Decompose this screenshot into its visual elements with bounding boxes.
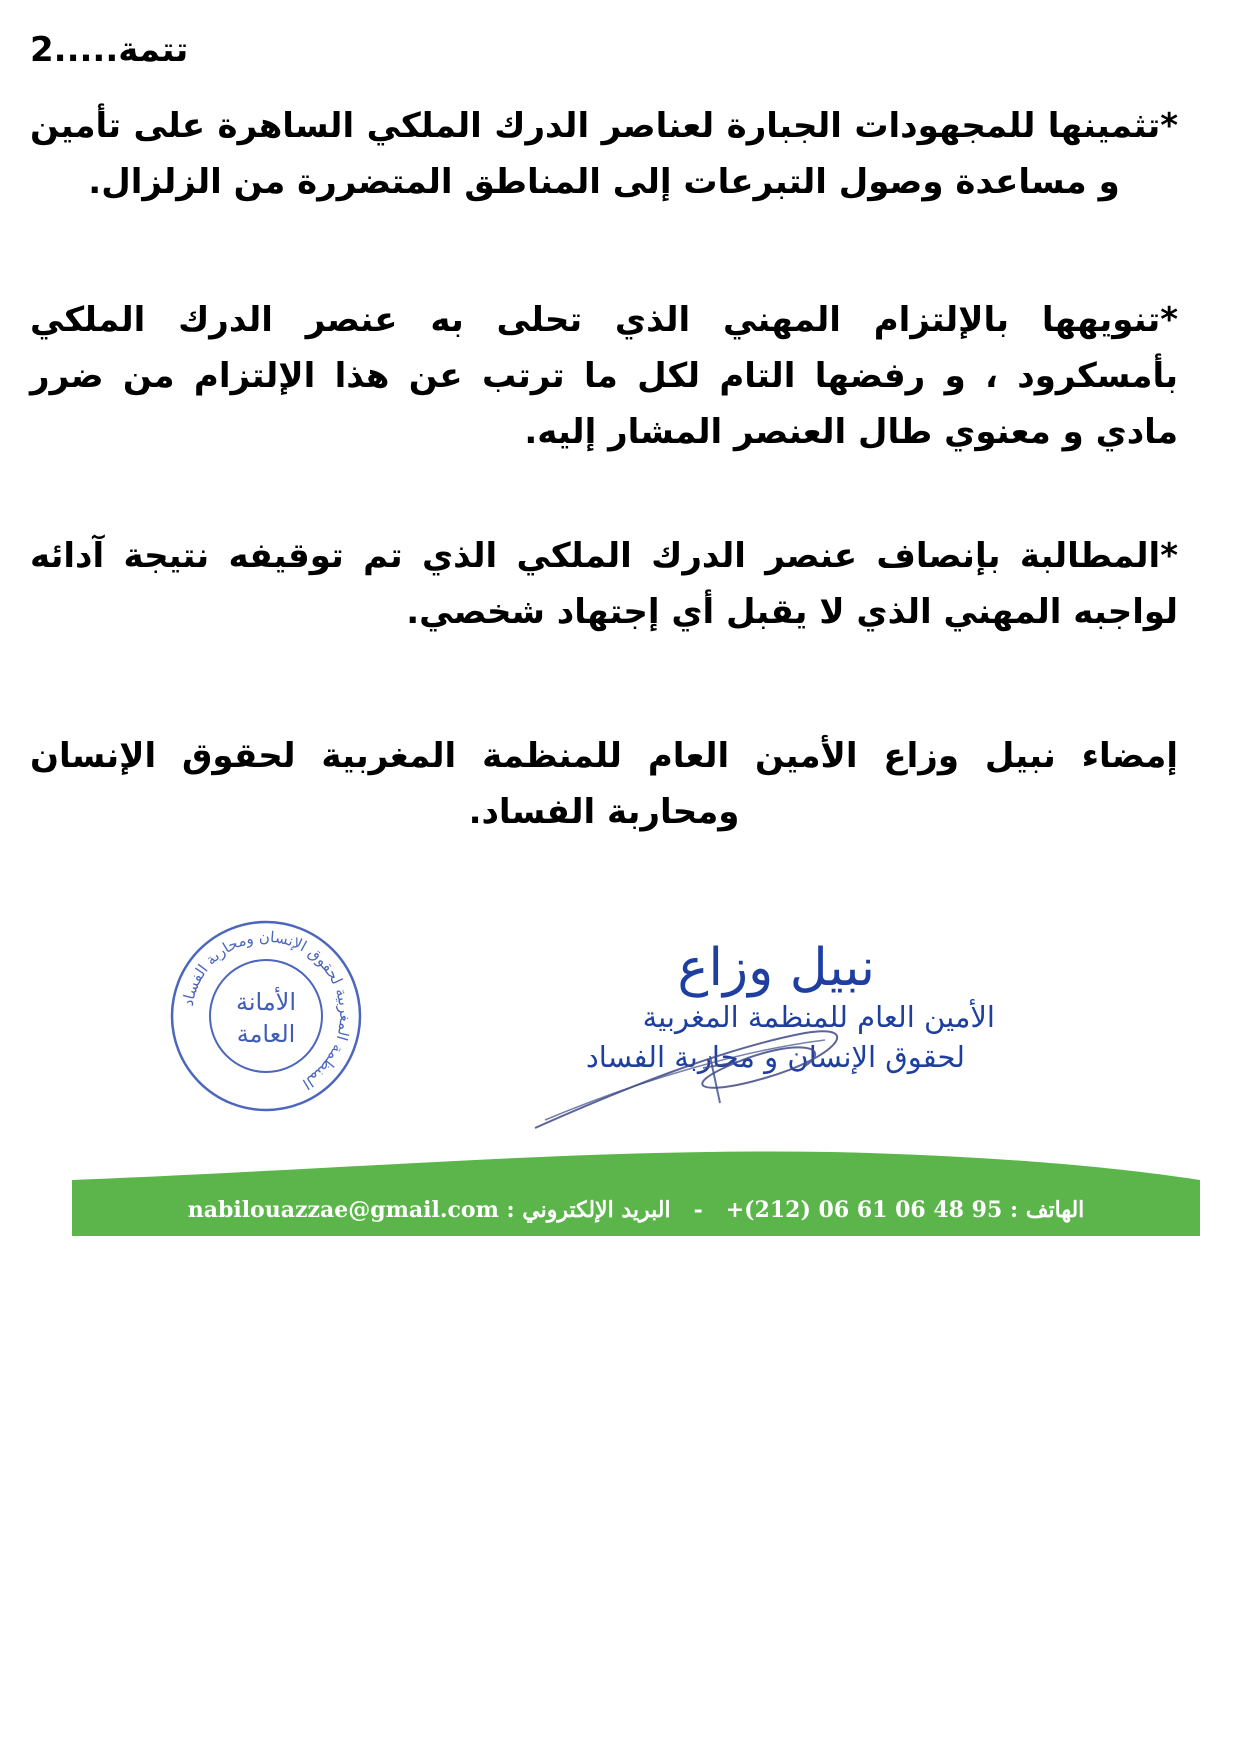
paragraph-demand: *المطالبة بإنصاف عنصر الدرك الملكي الذي تم توقيفه نتيجة آدائه لواجبه المهني الذي لا يقبل أي إجتهاد شخصي. bbox=[30, 536, 1178, 632]
paragraph-appreciation: *تثمينها للمجهودات الجبارة لعناصر الدرك الملكي الساهرة على تأمين و مساعدة وصول التبرعات إلى المناطق المتضررة من الزلزال. bbox=[30, 106, 1178, 202]
paragraph-signature-line: إمضاء نبيل وزاع الأمين العام للمنظمة المغربية لحقوق الإنسان ومحاربة الفساد. bbox=[30, 736, 1178, 832]
paragraph-commendation: *تنويهها بالإلتزام المهني الذي تحلى به عنصر الدرك الملكي بأمسكرود ، و رفضها التام لكل ما ترتب عن هذا الإلتزام من ضرر مادي و معنوي طال العنصر المشار إليه. bbox=[30, 300, 1178, 452]
footer-contact-line bbox=[72, 1188, 1200, 1232]
continuation-marker: تتمة.....2 bbox=[30, 30, 189, 70]
signature-title-line2: لحقوق الإنسان و محاربة الفساد bbox=[585, 1040, 965, 1074]
official-stamp bbox=[168, 918, 364, 1114]
footer-phone-label: الهاتف : bbox=[1009, 1197, 1085, 1223]
stamp-center-line1: الأمانة bbox=[235, 988, 297, 1016]
handwritten-signature bbox=[505, 938, 995, 1138]
signature-title-line1: الأمين العام للمنظمة المغربية bbox=[642, 1000, 995, 1034]
footer-separator: - bbox=[693, 1197, 703, 1223]
stamp-ring-text: المنظمة المغربية لحقوق الإنسان ومحاربة الفساد bbox=[178, 927, 355, 1094]
footer-phone: +(212) 06 61 06 48 95 bbox=[725, 1197, 1003, 1223]
footer-email-label: البريد الإلكتروني : bbox=[506, 1197, 671, 1223]
stamp-center-line2: العامة bbox=[236, 1020, 296, 1048]
footer-email: nabilouazzae@gmail.com bbox=[187, 1197, 499, 1223]
signature-block bbox=[505, 938, 995, 1138]
signature-name: نبيل وزاع bbox=[677, 938, 875, 998]
